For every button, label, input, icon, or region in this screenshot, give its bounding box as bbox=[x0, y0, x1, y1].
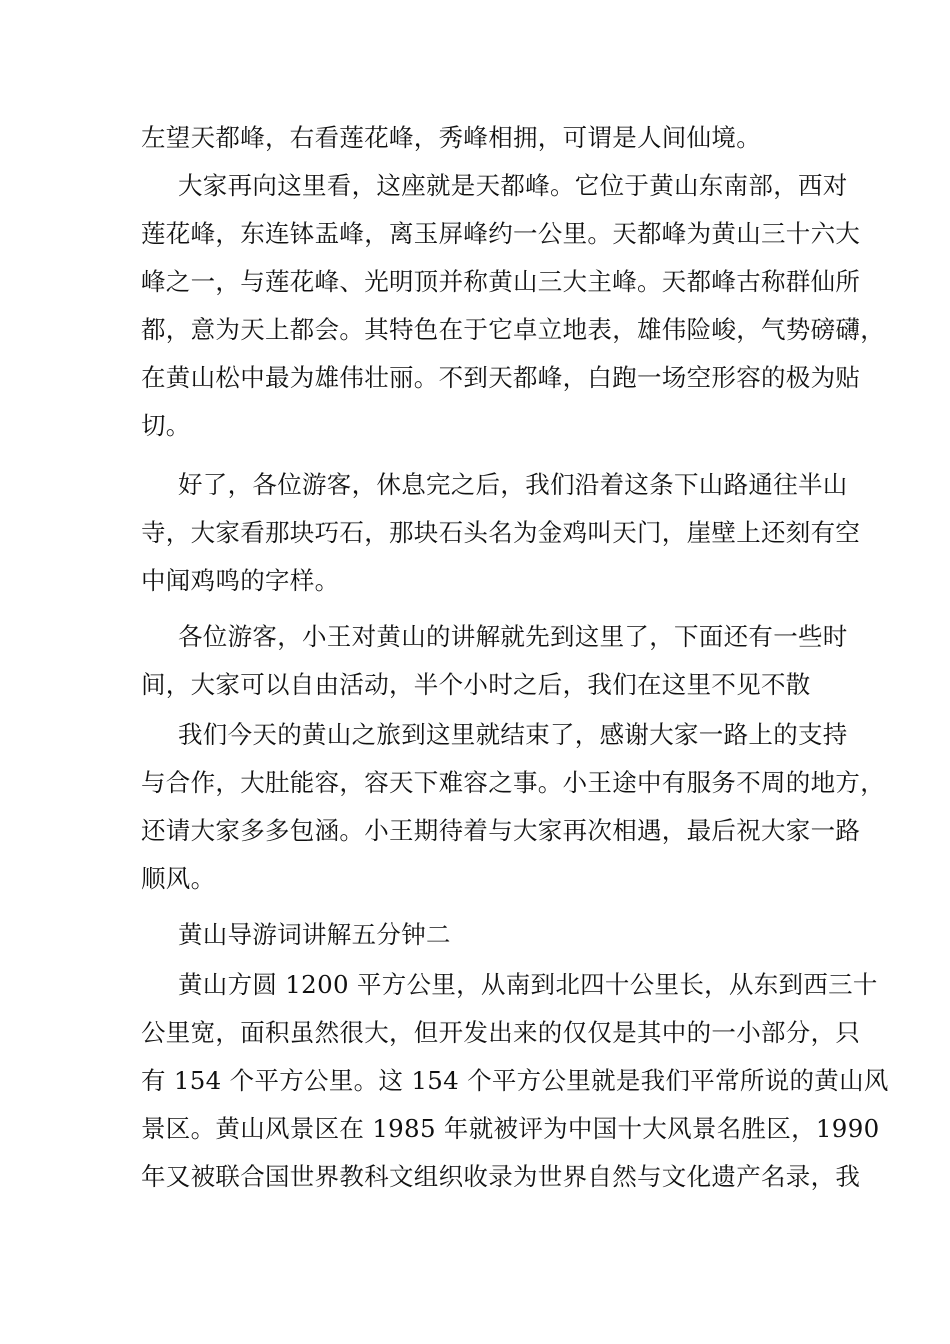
text-line: 有 154 个平方公里。这 154 个平方公里就是我们平常所说的黄山风 bbox=[141, 1066, 889, 1095]
paragraph-first-line: 我们今天的黄山之旅到这里就结束了，感谢大家一路上的支持 bbox=[178, 720, 848, 749]
text-line: 间，大家可以自由活动，半个小时之后，我们在这里不见不散 bbox=[141, 670, 811, 699]
paragraph-first-line: 黄山方圆 1200 平方公里，从南到北四十公里长，从东到西三十 bbox=[178, 970, 878, 999]
text-line: 年又被联合国世界教科文组织收录为世界自然与文化遗产名录，我 bbox=[141, 1162, 861, 1191]
text-line: 都，意为天上都会。其特色在于它卓立地表，雄伟险峻，气势磅礴， bbox=[141, 315, 885, 344]
text-line: 峰之一，与莲花峰、光明顶并称黄山三大主峰。天都峰古称群仙所 bbox=[141, 267, 861, 296]
text-line: 在黄山松中最为雄伟壮丽。不到天都峰，白跑一场空形容的极为贴 bbox=[141, 363, 861, 392]
text-line: 与合作，大肚能容，容天下难容之事。小王途中有服务不周的地方， bbox=[141, 768, 885, 797]
paragraph-first-line: 好了，各位游客，休息完之后，我们沿着这条下山路通往半山 bbox=[178, 470, 848, 499]
paragraph-first-line: 各位游客，小王对黄山的讲解就先到这里了，下面还有一些时 bbox=[178, 622, 848, 651]
text-line: 左望天都峰，右看莲花峰，秀峰相拥，可谓是人间仙境。 bbox=[141, 123, 761, 152]
text-line: 公里宽，面积虽然很大，但开发出来的仅仅是其中的一小部分，只 bbox=[141, 1018, 861, 1047]
section-heading: 黄山导游词讲解五分钟二 bbox=[178, 920, 451, 949]
paragraph-first-line: 大家再向这里看，这座就是天都峰。它位于黄山东南部，西对 bbox=[178, 171, 848, 200]
text-line: 莲花峰，东连钵盂峰，离玉屏峰约一公里。天都峰为黄山三十六大 bbox=[141, 219, 861, 248]
text-line: 顺风。 bbox=[141, 864, 216, 893]
text-line: 切。 bbox=[141, 411, 191, 440]
text-line: 景区。黄山风景区在 1985 年就被评为中国十大风景名胜区，1990 bbox=[141, 1114, 880, 1143]
text-line: 还请大家多多包涵。小王期待着与大家再次相遇，最后祝大家一路 bbox=[141, 816, 861, 845]
text-line: 中闻鸡鸣的字样。 bbox=[141, 566, 340, 595]
text-line: 寺，大家看那块巧石，那块石头名为金鸡叫天门，崖壁上还刻有空 bbox=[141, 518, 861, 547]
